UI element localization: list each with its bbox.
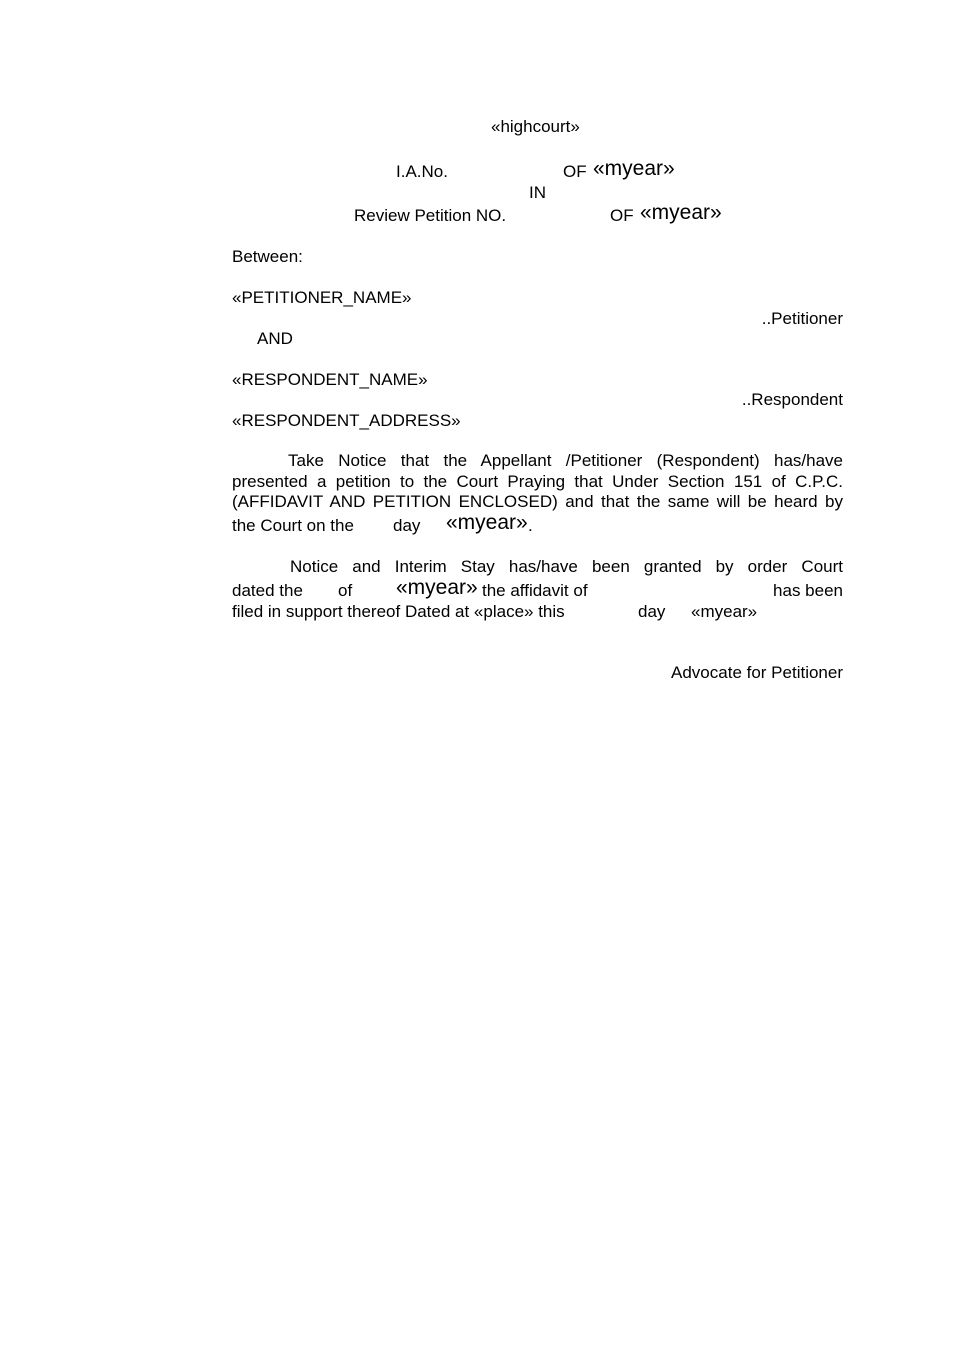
paragraph2-line1: Notice and Interim Stay has/have been granted by order Court bbox=[290, 557, 843, 576]
of-label-2: OF bbox=[610, 206, 634, 225]
paragraph1-line2: presented a petition to the Court Praying that Under Section 151 of C.P.C. bbox=[232, 472, 843, 491]
paragraph1-line4-year: «myear» bbox=[446, 511, 528, 534]
paragraph2-has-been: has been bbox=[773, 581, 843, 600]
paragraph1-line1: Take Notice that the Appellant /Petitioner (Respondent) has/have bbox=[288, 451, 843, 470]
respondent-role: ..Respondent bbox=[741, 390, 843, 409]
petitioner-role: ..Petitioner bbox=[761, 309, 843, 328]
of-label-1: OF bbox=[563, 162, 587, 181]
advocate-signature: Advocate for Petitioner bbox=[671, 663, 843, 682]
paragraph2-line3-text: filed in support thereof Dated at «place» this bbox=[232, 602, 565, 621]
ia-no-label: I.A.No. bbox=[396, 162, 448, 181]
respondent-address: «RESPONDENT_ADDRESS» bbox=[232, 411, 461, 430]
paragraph1-line4-day: day bbox=[393, 516, 421, 535]
court-name: «highcourt» bbox=[491, 117, 580, 136]
and-label: AND bbox=[257, 329, 293, 348]
paragraph2-affidavit: the affidavit of bbox=[482, 581, 588, 600]
paragraph2-year: «myear» bbox=[396, 576, 478, 599]
paragraph2-line3-year: «myear» bbox=[691, 602, 758, 621]
petitioner-name: «PETITIONER_NAME» bbox=[232, 288, 412, 307]
respondent-name: «RESPONDENT_NAME» bbox=[232, 370, 428, 389]
review-petition-label: Review Petition NO. bbox=[354, 206, 507, 225]
paragraph1-line3: (AFFIDAVIT AND PETITION ENCLOSED) and that the same will be heard by bbox=[232, 492, 843, 511]
paragraph2-line3-day: day bbox=[638, 602, 666, 621]
paragraph2-dated: dated the bbox=[232, 581, 303, 600]
paragraph1-line4-period: . bbox=[528, 516, 533, 535]
paragraph2-of: of bbox=[338, 581, 353, 600]
year-1: «myear» bbox=[593, 157, 675, 180]
paragraph1-line4-prefix: the Court on the bbox=[232, 516, 354, 535]
year-2: «myear» bbox=[640, 201, 722, 224]
in-label: IN bbox=[529, 183, 546, 202]
between-label: Between: bbox=[232, 247, 303, 266]
